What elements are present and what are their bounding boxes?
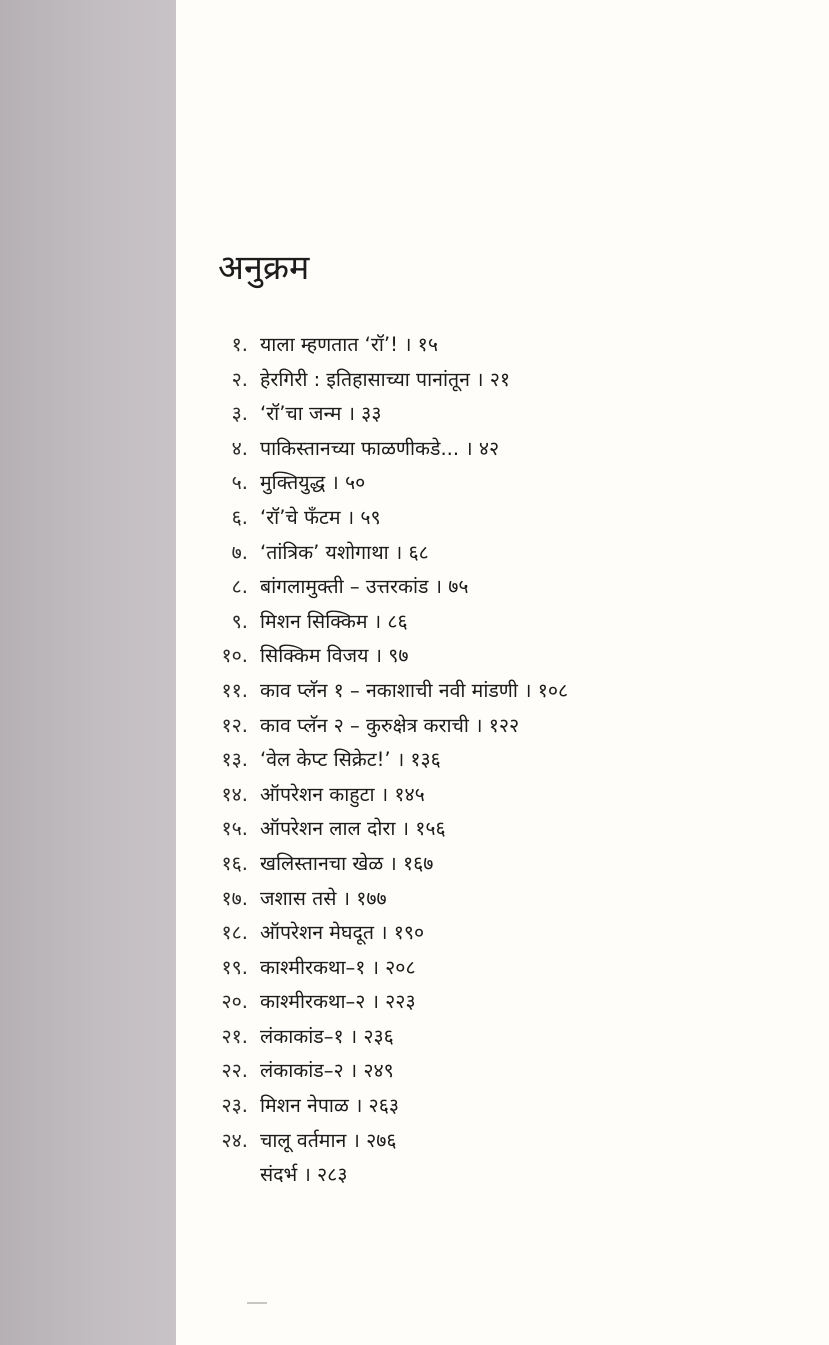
toc-entry-label: ‘वेल केप्ट सिक्रेट!’ । १३६ [260,748,441,772]
toc-entry [200,951,800,986]
table-of-contents [200,328,800,1193]
toc-entry-label: पाकिस्तानच्या फाळणीकडे... । ४२ [260,436,500,460]
toc-entry-label: याला म्हणतात ‘रॉ’! । १५ [260,333,438,356]
toc-entry-label: बांगलामुक्ती – उत्तरकांड । ७५ [260,575,469,599]
toc-entry-label: मुक्तियुद्ध । ५० [260,471,366,495]
toc-entry-label: ऑपरेशन काहुटा । १४५ [260,782,425,806]
toc-entry-number: १९. [221,955,248,979]
toc-entry [200,709,800,744]
toc-entry [200,536,800,571]
toc-entry [200,1124,800,1159]
toc-entry-label: मिशन सिक्किम । ८६ [260,609,408,633]
toc-entry-number: ६. [231,505,248,529]
toc-entry-label: सिक्किम विजय । ९७ [260,644,409,668]
toc-entry-label: लंकाकांड–१ । २३६ [260,1024,394,1048]
toc-entry-number: ९. [231,609,248,633]
toc-entry-label: हेरगिरी : इतिहासाच्या पानांतून । २१ [260,367,511,391]
toc-entry-label: मिशन नेपाळ । २६३ [260,1094,399,1118]
toc-entry-number: ४. [231,436,248,460]
toc-entry [200,1054,800,1089]
toc-entry-label: काव प्लॅन २ – कुरुक्षेत्र कराची । १२२ [260,713,520,737]
toc-entry [200,432,800,467]
left-gray-band [0,0,176,1345]
toc-entry-label: जशास तसे । १७७ [260,886,387,910]
toc-entry [200,501,800,536]
toc-entry-number: २. [231,367,248,391]
toc-entry [200,882,800,917]
toc-entry [200,570,800,605]
toc-entry [200,639,800,674]
toc-entry-label: ‘तांत्रिक’ यशोगाथा । ६८ [260,540,429,564]
toc-entry-number: १. [231,333,248,356]
toc-entry-number: ७. [231,540,248,564]
page-smudge [247,1302,267,1304]
toc-entry-label: ‘रॉ’चे फँटम । ५९ [260,505,381,529]
toc-entry [200,674,800,709]
toc-entry-number: १६. [221,851,248,875]
toc-entry-number: १८. [221,921,248,945]
toc-entry-number: ११. [221,678,248,702]
toc-entry-number: ८. [231,575,248,599]
toc-entry-label: काश्मीरकथा–१ । २०८ [260,955,416,979]
toc-entry-number: १४. [221,782,248,806]
toc-entry [200,397,800,432]
toc-entry-number: १३. [221,748,248,772]
toc-entry [200,1089,800,1124]
toc-entry-number: १२. [221,713,248,737]
toc-entry [200,743,800,778]
toc-entry-number: ३. [231,402,248,426]
toc-entry-number: १५. [221,817,248,841]
toc-entry-label: खलिस्तानचा खेळ । १६७ [260,851,434,875]
toc-entry [200,778,800,813]
toc-entry [200,916,800,951]
toc-entry-number: २०. [221,990,248,1014]
toc-entry-label: काव प्लॅन १ – नकाशाची नवी मांडणी । १०८ [260,678,569,702]
toc-entry-label: ऑपरेशन मेघदूत । १९० [260,921,425,945]
toc-entry [200,466,800,501]
toc-entry-label: संदर्भ । २८३ [260,1163,348,1187]
toc-entry-number: १०. [221,644,248,668]
toc-entry-number: २४. [221,1128,248,1152]
toc-entry [200,605,800,640]
toc-entry-number: २१. [221,1024,248,1048]
toc-entry [200,363,800,398]
toc-entry [200,328,800,363]
toc-entry-label: चालू वर्तमान । २७६ [260,1128,397,1152]
toc-entry-number: २२. [221,1059,248,1083]
toc-entry-label: ‘रॉ’चा जन्म । ३३ [260,402,382,426]
toc-entry-label: लंकाकांड–२ । २४९ [260,1059,394,1083]
toc-entry-number: १७. [221,886,248,910]
toc-entry [200,847,800,882]
toc-entry-label: ऑपरेशन लाल दोरा । १५६ [260,817,446,841]
page-title: अनुक्रम [218,248,310,288]
toc-entry-number: ५. [231,471,248,495]
toc-entry [200,1158,800,1193]
toc-entry-number: २३. [221,1094,248,1118]
toc-entry [200,1020,800,1055]
toc-entry-label: काश्मीरकथा–२ । २२३ [260,990,416,1014]
toc-entry [200,985,800,1020]
toc-entry [200,812,800,847]
